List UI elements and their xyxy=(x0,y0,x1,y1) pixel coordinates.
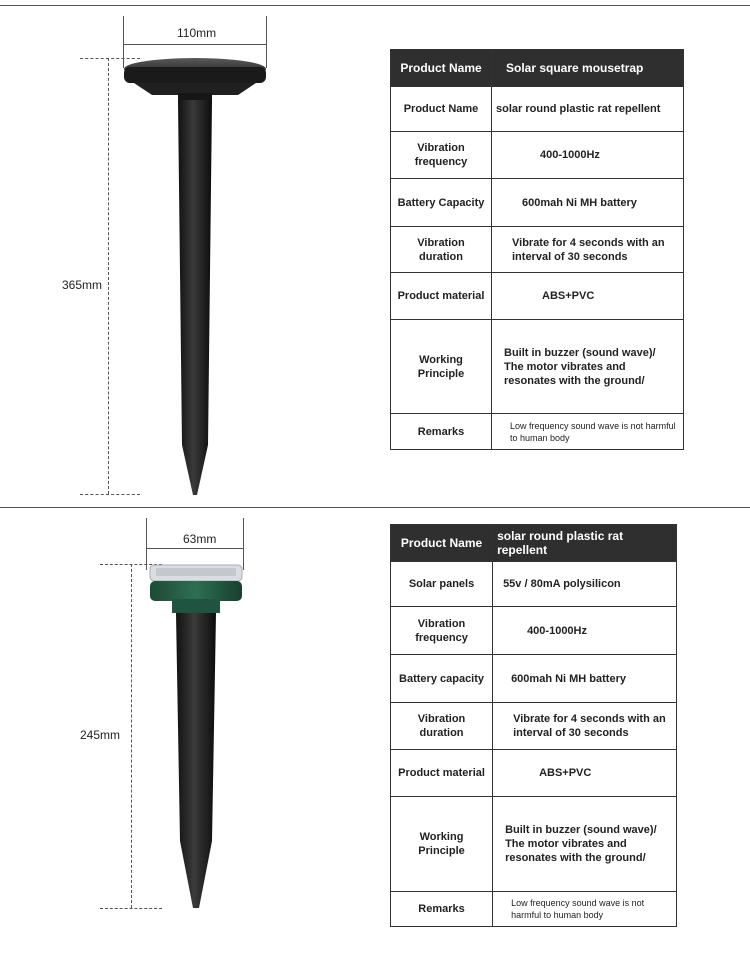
product-image-square-repellent xyxy=(120,55,270,500)
product-image-round-repellent xyxy=(146,563,246,913)
spec-row xyxy=(391,703,677,750)
spec-table-2 xyxy=(390,524,677,927)
width-label: 110mm xyxy=(177,26,217,40)
spec-label: Battery Capacity xyxy=(391,179,492,227)
spec-label: Remarks xyxy=(391,414,492,450)
spec-value: 600mah Ni MH battery xyxy=(492,179,684,227)
spec-value: Vibrate for 4 seconds with an interval of 30 seconds xyxy=(493,703,677,750)
spec-row xyxy=(391,179,684,227)
spec-header-row xyxy=(391,525,677,562)
spec-value: 55v / 80mA polysilicon xyxy=(493,562,677,607)
spec-value: Built in buzzer (sound wave)/ The motor vibrates and resonates with the ground/ xyxy=(493,797,677,892)
height-label: 245mm xyxy=(80,728,121,742)
spec-header-label: Product Name xyxy=(391,50,492,87)
width-dimension-line xyxy=(146,548,243,549)
height-dimension-line xyxy=(108,58,109,494)
width-dimension-line xyxy=(123,44,266,45)
spec-label: Vibration duration xyxy=(391,703,493,750)
spec-label: Product material xyxy=(391,750,493,797)
height-dimension-line xyxy=(131,564,132,908)
spec-value: ABS+PVC xyxy=(493,750,677,797)
spec-row xyxy=(391,797,677,892)
spec-row xyxy=(391,607,677,655)
spec-row xyxy=(391,892,677,927)
height-label: 365mm xyxy=(62,278,103,292)
spec-label: Vibration duration xyxy=(391,227,492,273)
spec-row xyxy=(391,227,684,273)
width-label: 63mm xyxy=(183,532,217,546)
spec-value: 600mah Ni MH battery xyxy=(493,655,677,703)
spec-value: 400-1000Hz xyxy=(493,607,677,655)
spec-value: Low frequency sound wave is not harmful to human body xyxy=(492,414,684,450)
spec-value: ABS+PVC xyxy=(492,273,684,320)
spec-header-value: Solar square mousetrap xyxy=(492,50,684,87)
spec-label: Product material xyxy=(391,273,492,320)
spec-table-1 xyxy=(390,49,684,450)
spec-header-value: solar round plastic rat repellent xyxy=(493,525,677,562)
spec-row xyxy=(391,273,684,320)
product-section-2 xyxy=(0,508,750,963)
spec-label: Remarks xyxy=(391,892,493,927)
spec-row xyxy=(391,414,684,450)
spec-value: solar round plastic rat repellent xyxy=(492,87,684,132)
spec-label: Vibration frequency xyxy=(391,132,492,179)
spec-value: Low frequency sound wave is not harmful to human body xyxy=(493,892,677,927)
spec-row xyxy=(391,87,684,132)
spec-label: Solar panels xyxy=(391,562,493,607)
spec-label: Working Principle xyxy=(391,797,493,892)
spec-row xyxy=(391,320,684,414)
spec-value: Built in buzzer (sound wave)/ The motor vibrates and resonates with the ground/ xyxy=(492,320,684,414)
spec-value: 400-1000Hz xyxy=(492,132,684,179)
spec-label: Vibration frequency xyxy=(391,607,493,655)
spec-label: Product Name xyxy=(391,87,492,132)
spec-label: Battery capacity xyxy=(391,655,493,703)
spec-value: Vibrate for 4 seconds with an interval of 30 seconds xyxy=(492,227,684,273)
spec-header-row xyxy=(391,50,684,87)
spec-row xyxy=(391,562,677,607)
spec-row xyxy=(391,750,677,797)
spec-row xyxy=(391,132,684,179)
spec-label: Working Principle xyxy=(391,320,492,414)
spec-header-label: Product Name xyxy=(391,525,493,562)
spec-row xyxy=(391,655,677,703)
